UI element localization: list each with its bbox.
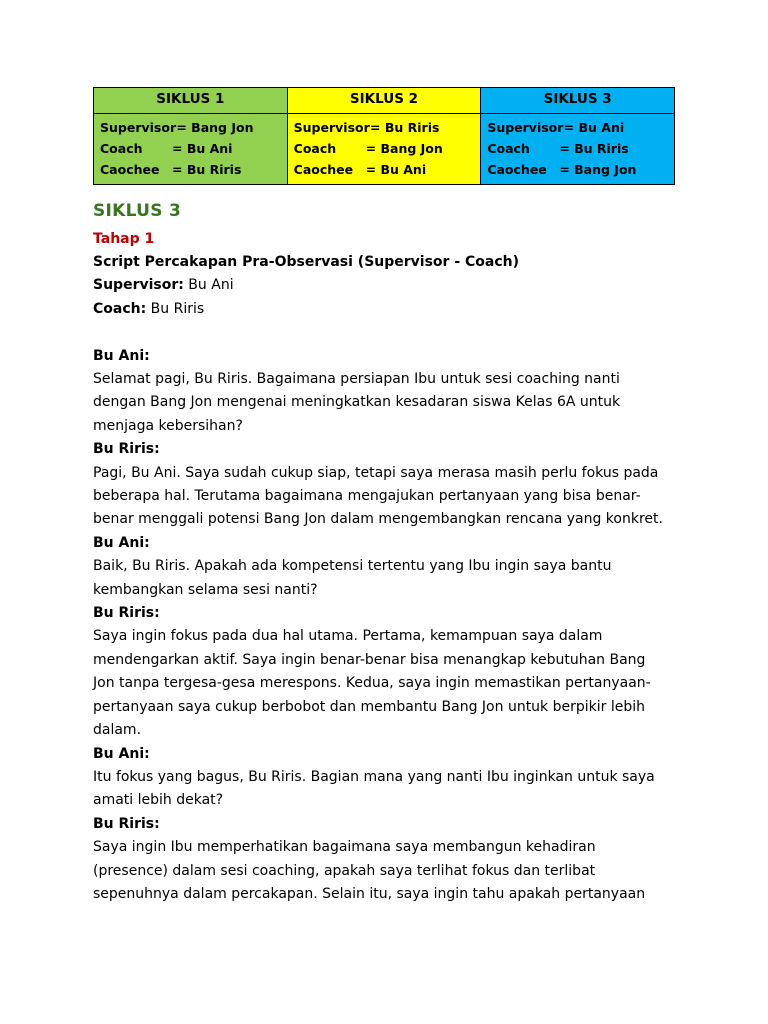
supervisor-value: = Bu Ani: [563, 120, 625, 135]
supervisor-label: Supervisor: [487, 120, 564, 135]
dialogue-line: Jon tanpa tergesa-gesa merespons. Kedua, saya ingin memastikan pertanyaan-: [93, 675, 651, 692]
document-body: [93, 199, 683, 906]
coach-label: Coach: [100, 141, 143, 156]
stage-title: Tahap 1: [93, 231, 155, 247]
speaker-label: Bu Ani:: [93, 534, 150, 551]
dialogue-line: benar menggali potensi Bang Jon dalam mengembangkan rencana yang konkret.: [93, 511, 663, 528]
dialogue-line: (presence) dalam sesi coaching, apakah saya terlihat fokus dan terlibat: [93, 862, 596, 879]
cycle-3-roles: [481, 114, 675, 185]
dialogue-line: Saya ingin Ibu memperhatikan bagaimana saya membangun kehadiran: [93, 839, 596, 856]
coach-line: [93, 298, 683, 321]
script-title: Script Percakapan Pra-Observasi (Supervisor - Coach): [93, 254, 520, 270]
supervisor-role-value: Bu Ani: [183, 277, 234, 294]
speaker-label: Bu Riris:: [93, 605, 160, 622]
supervisor-line: [93, 274, 683, 297]
dialogue-line: menjaga kebersihan?: [93, 417, 243, 434]
cycle-1-header: SIKLUS 1: [94, 88, 288, 114]
coachee-label: Caochee: [487, 162, 547, 177]
dialogue-line: beberapa hal. Terutama bagaimana mengajukan pertanyaan yang bisa benar-: [93, 488, 641, 505]
cycle-table: [93, 87, 675, 185]
cycle-1-roles: [94, 114, 288, 185]
dialogue-line: amati lebih dekat?: [93, 792, 224, 809]
coachee-value: = Bang Jon: [559, 162, 637, 177]
dialogue: [93, 345, 683, 907]
dialogue-line: dalam.: [93, 722, 142, 739]
dialogue-line: Selamat pagi, Bu Riris. Bagaimana persiapan Ibu untuk sesi coaching nanti: [93, 371, 620, 388]
cycle-2-header: SIKLUS 2: [287, 88, 481, 114]
dialogue-line: sepenuhnya dalam percakapan. Selain itu, saya ingin tahu apakah pertanyaan: [93, 885, 646, 902]
dialogue-line: dengan Bang Jon mengenai meningkatkan kesadaran siswa Kelas 6A untuk: [93, 394, 621, 411]
coachee-value: = Bu Riris: [172, 162, 242, 177]
dialogue-line: Itu fokus yang bagus, Bu Riris. Bagian mana yang nanti Ibu inginkan untuk saya: [93, 768, 655, 785]
coach-role-label: Coach:: [93, 300, 147, 317]
cycle-3-header: SIKLUS 3: [481, 88, 675, 114]
dialogue-line: pertanyaan saya cukup berbobot dan membantu Bang Jon untuk berpikir lebih: [93, 698, 646, 715]
speaker-label: Bu Ani:: [93, 745, 150, 762]
coachee-label: Caochee: [100, 162, 160, 177]
dialogue-line: mendengarkan aktif. Saya ingin benar-benar bisa menangkap kebutuhan Bang: [93, 651, 646, 668]
dialogue-line: Pagi, Bu Ani. Saya sudah cukup siap, tetapi saya merasa masih perlu fokus pada: [93, 464, 659, 481]
coach-label: Coach: [293, 141, 337, 156]
section-title: SIKLUS 3: [93, 201, 182, 221]
coach-role-value: Bu Riris: [146, 300, 205, 317]
speaker-label: Bu Ani:: [93, 347, 150, 364]
speaker-label: Bu Riris:: [93, 815, 160, 832]
dialogue-line: Baik, Bu Riris. Apakah ada kompetensi tertentu yang Ibu ingin saya bantu: [93, 558, 612, 575]
dialogue-line: Saya ingin fokus pada dua hal utama. Pertama, kemampuan saya dalam: [93, 628, 603, 645]
dialogue-line: kembangkan selama sesi nanti?: [93, 581, 318, 598]
coach-value: = Bu Ani: [172, 141, 233, 156]
coach-value: = Bang Jon: [365, 141, 443, 156]
coach-label: Coach: [487, 141, 530, 156]
speaker-label: Bu Riris:: [93, 441, 160, 458]
coach-value: = Bu Riris: [559, 141, 629, 156]
coachee-value: = Bu Ani: [365, 162, 427, 177]
supervisor-role-label: Supervisor:: [93, 277, 184, 294]
supervisor-label: Supervisor: [100, 120, 177, 135]
supervisor-value: = Bang Jon: [176, 120, 254, 135]
supervisor-label: Supervisor: [293, 120, 370, 135]
supervisor-value: = Bu Riris: [370, 120, 440, 135]
spacer: [93, 321, 683, 344]
cycle-2-roles: [287, 114, 481, 185]
coachee-label: Caochee: [293, 162, 354, 177]
